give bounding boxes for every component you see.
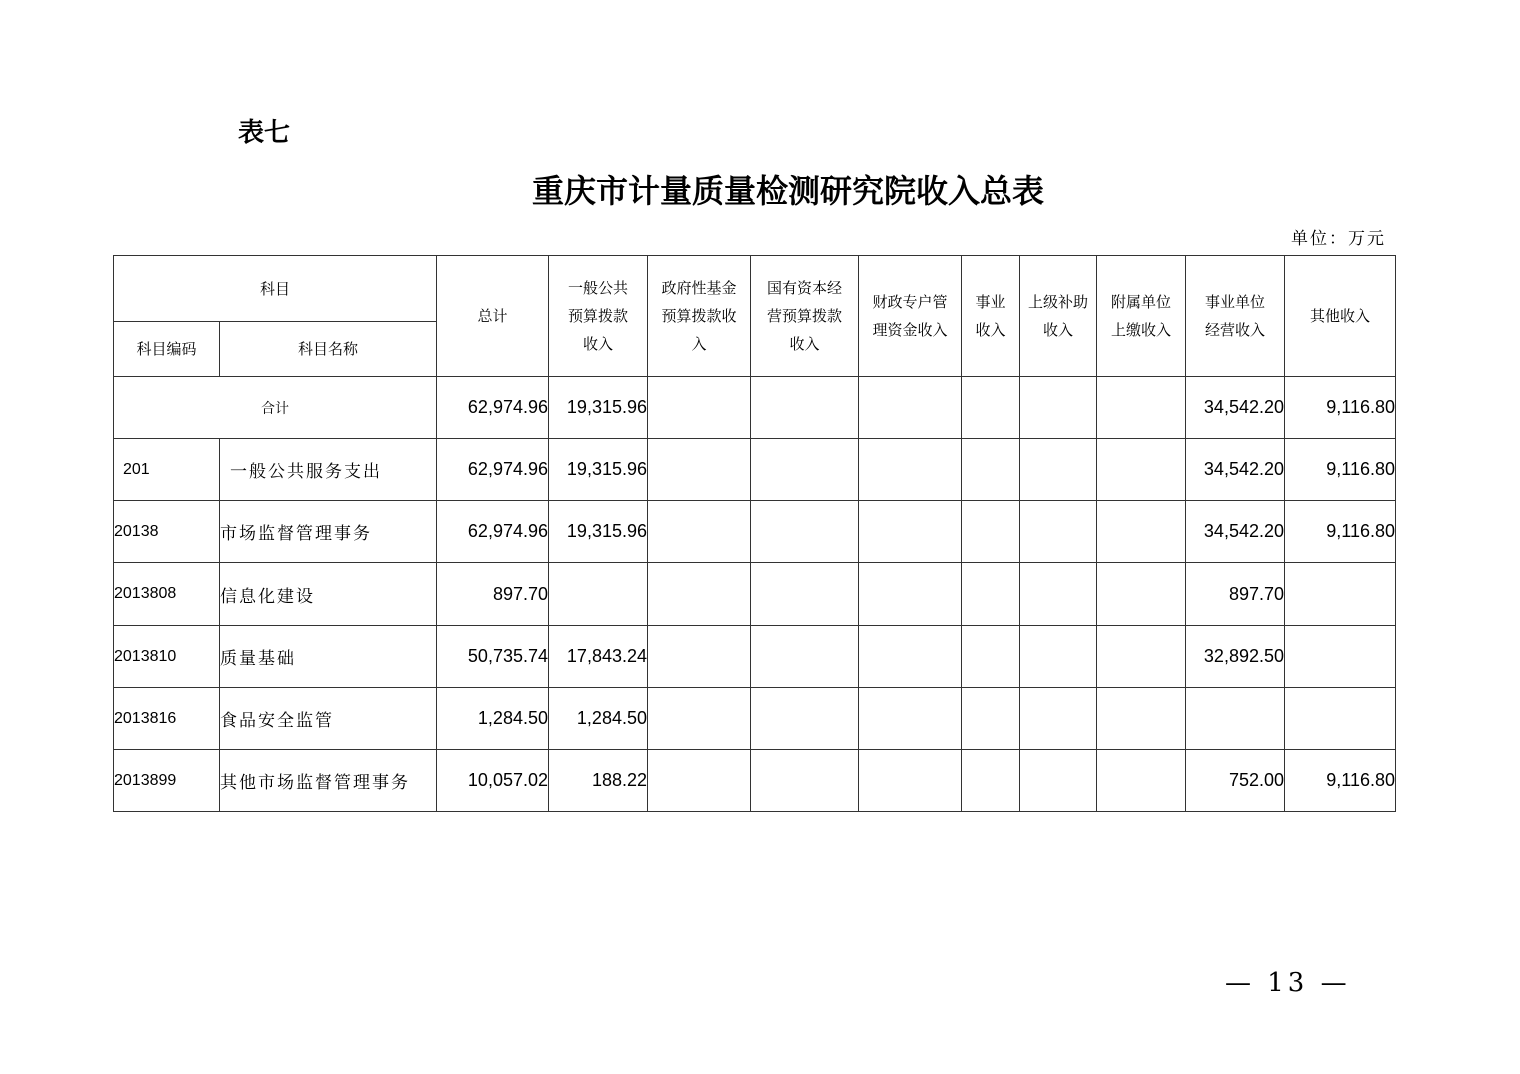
cell-other-income: 9,116.80 — [1285, 377, 1396, 439]
header-other-income: 其他收入 — [1285, 256, 1396, 377]
cell-fiscal-special — [859, 377, 962, 439]
cell-name: 食品安全监管 — [220, 688, 437, 750]
header-total: 总计 — [437, 256, 549, 377]
cell-name: 质量基础 — [220, 626, 437, 688]
cell-general-budget — [549, 563, 648, 626]
cell-code: 2013810 — [114, 626, 220, 688]
cell-total: 897.70 — [437, 563, 549, 626]
header-state-capital: 国有资本经营预算拨款收入 — [751, 256, 859, 377]
cell-state-capital — [751, 377, 859, 439]
cell-operating-income: 34,542.20 — [1186, 377, 1285, 439]
cell-name: 一般公共服务支出 — [220, 439, 437, 501]
table-row — [114, 626, 1396, 688]
cell-other-income — [1285, 626, 1396, 688]
cell-code: 2013899 — [114, 750, 220, 812]
cell-total: 50,735.74 — [437, 626, 549, 688]
cell-total: 62,974.96 — [437, 439, 549, 501]
header-gov-fund: 政府性基金预算拨款收入 — [648, 256, 751, 377]
table-label: 表七 — [238, 118, 291, 148]
cell-operating-income: 897.70 — [1186, 563, 1285, 626]
cell-total: 62,974.96 — [437, 501, 549, 563]
table-row — [114, 501, 1396, 563]
cell-general-budget: 19,315.96 — [549, 501, 648, 563]
cell-total: 1,284.50 — [437, 688, 549, 750]
cell-superior-subsidy — [1020, 377, 1097, 439]
cell-general-budget: 188.22 — [549, 750, 648, 812]
page-number: — 13 — — [1225, 968, 1351, 998]
header-general-budget: 一般公共预算拨款收入 — [549, 256, 648, 377]
cell-code: 2013816 — [114, 688, 220, 750]
cell-operating-income: 34,542.20 — [1186, 439, 1285, 501]
cell-operating-income: 752.00 — [1186, 750, 1285, 812]
cell-total: 62,974.96 — [437, 377, 549, 439]
header-fiscal-special: 财政专户管理资金收入 — [859, 256, 962, 377]
header-operating-income: 事业单位经营收入 — [1186, 256, 1285, 377]
cell-operating-income: 34,542.20 — [1186, 501, 1285, 563]
table-row-total — [114, 377, 1396, 439]
document-title: 重庆市计量质量检测研究院收入总表 — [531, 172, 1044, 210]
income-summary-table — [113, 255, 1396, 812]
table-row — [114, 750, 1396, 812]
header-affiliated-payment: 附属单位上缴收入 — [1097, 256, 1186, 377]
cell-affiliated-payment — [1097, 377, 1186, 439]
table-row — [114, 439, 1396, 501]
cell-name: 信息化建设 — [220, 563, 437, 626]
table-row — [114, 563, 1396, 626]
cell-name: 其他市场监督管理事务 — [220, 750, 437, 812]
cell-other-income — [1285, 563, 1396, 626]
unit-label: 单位：万元 — [1291, 229, 1386, 249]
cell-code: 20138 — [114, 501, 220, 563]
header-subject-code: 科目编码 — [114, 322, 220, 377]
cell-general-budget: 19,315.96 — [549, 439, 648, 501]
cell-other-income — [1285, 688, 1396, 750]
cell-other-income: 9,116.80 — [1285, 750, 1396, 812]
header-subject: 科目 — [114, 256, 437, 322]
cell-code: 2013808 — [114, 563, 220, 626]
cell-total: 10,057.02 — [437, 750, 549, 812]
header-subject-name: 科目名称 — [220, 322, 437, 377]
cell-operating-income — [1186, 688, 1285, 750]
header-business-income: 事业收入 — [962, 256, 1020, 377]
cell-general-budget: 17,843.24 — [549, 626, 648, 688]
header-superior-subsidy: 上级补助收入 — [1020, 256, 1097, 377]
cell-operating-income: 32,892.50 — [1186, 626, 1285, 688]
cell-general-budget: 19,315.96 — [549, 377, 648, 439]
cell-other-income: 9,116.80 — [1285, 439, 1396, 501]
cell-code: 201 — [114, 439, 220, 501]
total-label: 合计 — [114, 377, 437, 439]
cell-name: 市场监督管理事务 — [220, 501, 437, 563]
cell-business-income — [962, 377, 1020, 439]
cell-other-income: 9,116.80 — [1285, 501, 1396, 563]
cell-general-budget: 1,284.50 — [549, 688, 648, 750]
table-row — [114, 688, 1396, 750]
cell-gov-fund — [648, 377, 751, 439]
